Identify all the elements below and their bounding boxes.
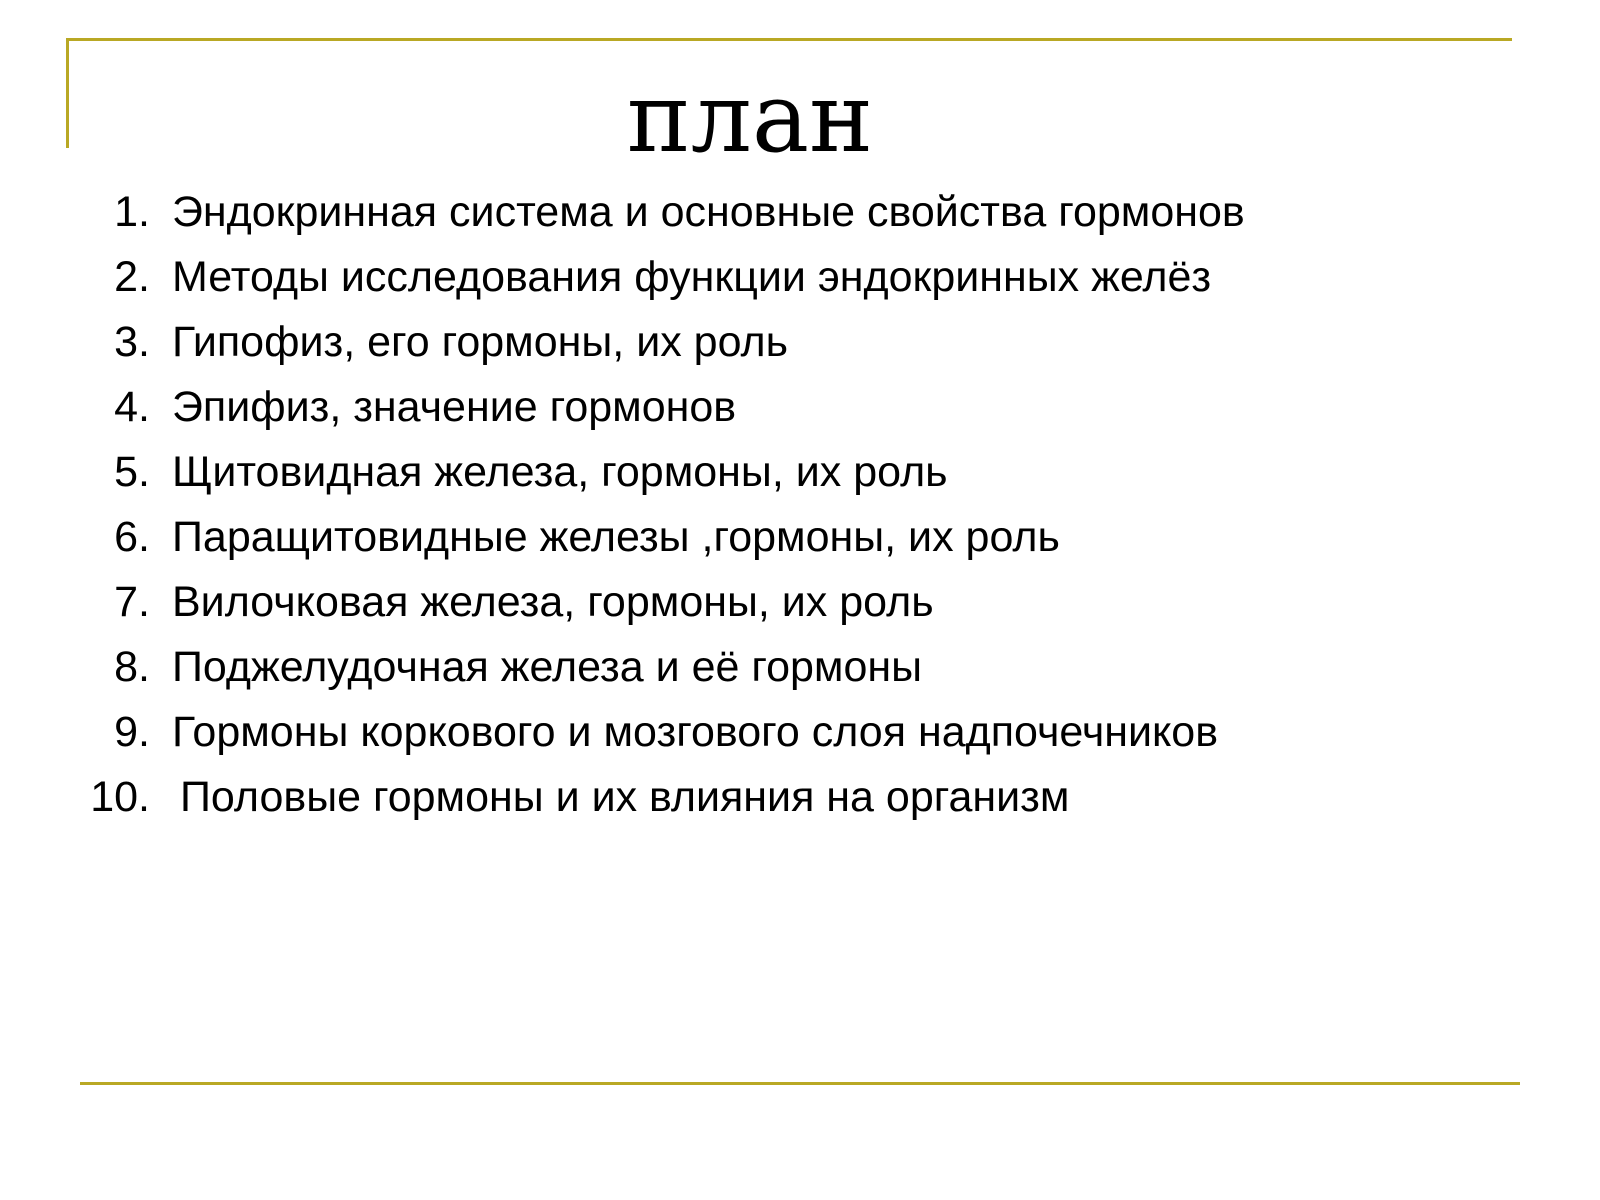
list-item-text: Эпифиз, значение гормонов <box>172 383 737 431</box>
list-item <box>90 440 1550 505</box>
list-item-text: Половые гормоны и их влияния на организм <box>180 773 1070 821</box>
bottom-border-line <box>80 1082 1520 1085</box>
list-item <box>90 245 1550 310</box>
list-item-number: 1. <box>114 188 150 236</box>
slide-title: план <box>626 62 874 174</box>
list-item <box>90 635 1550 700</box>
list-item-number: 9. <box>114 708 150 756</box>
list-item <box>90 375 1550 440</box>
list-item <box>90 310 1550 375</box>
list-item-text: Гипофиз, его гормоны, их роль <box>172 318 789 366</box>
list-item-number: 6. <box>114 513 150 561</box>
list-item-text: Вилочковая железа, гормоны, их роль <box>172 578 934 626</box>
list-item <box>90 180 1550 245</box>
list-item-number: 7. <box>114 578 150 626</box>
list-item <box>90 765 1550 830</box>
list-item-text: Щитовидная железа, гормоны, их роль <box>172 448 948 496</box>
list-item-text: Паращитовидные железы ,гормоны, их роль <box>172 513 1060 561</box>
list-item <box>90 700 1550 765</box>
list-item-text: Поджелудочная железа и её гормоны <box>172 643 923 691</box>
plan-list <box>90 180 1550 830</box>
list-item-number: 8. <box>114 643 150 691</box>
list-item-number: 5. <box>114 448 150 496</box>
list-item <box>90 570 1550 635</box>
list-item-text: Методы исследования функции эндокринных желёз <box>172 253 1212 301</box>
list-item-number: 4. <box>114 383 150 431</box>
list-item-text: Эндокринная система и основные свойства гормонов <box>172 188 1245 236</box>
list-item-number: 3. <box>114 318 150 366</box>
list-item <box>90 505 1550 570</box>
top-border-line <box>66 38 1512 41</box>
list-item-number: 2. <box>114 253 150 301</box>
list-item-number: 10. <box>90 773 150 821</box>
list-item-text: Гормоны коркового и мозгового слоя надпочечников <box>172 708 1219 756</box>
